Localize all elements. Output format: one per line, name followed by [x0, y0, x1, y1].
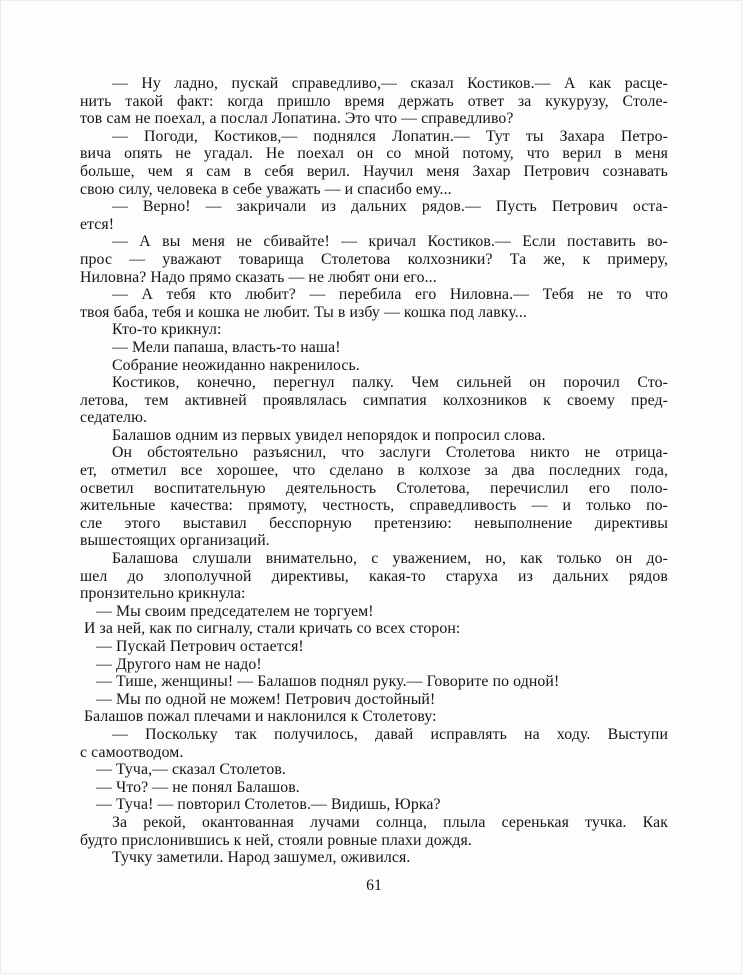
text-line: — Погоди, Костиков,— поднялся Лопатин.— Тут ты Захара Петро- [112, 127, 668, 145]
text-line: Кто-то крикнул: [112, 321, 222, 339]
page-text [80, 75, 668, 867]
text-line: Собрание неожиданно накренилось. [112, 356, 360, 374]
text-line: — Туча! — повторил Столетов.— Видишь, Юрка? [96, 796, 441, 814]
paragraph [80, 849, 668, 867]
paragraph [80, 603, 668, 621]
paragraph [80, 673, 668, 691]
text-line: Он обстоятельно разъяснил, что заслуги Столетова никто не отрица- [112, 444, 668, 462]
text-line: с самоотводом. [80, 743, 184, 761]
text-line: Балашова слушали внимательно, с уважением, но, как только он до- [112, 550, 668, 568]
text-line: вышестоящих организаций. [80, 532, 270, 550]
text-line: — Мели папаша, власть-то наша! [112, 338, 341, 356]
text-line: Ниловна? Надо прямо сказать — не любят они его... [80, 268, 437, 286]
text-line: — Верно! — закричали из дальних рядов.— Пусть Петрович оста- [112, 198, 668, 216]
paragraph [80, 691, 668, 709]
text-line: тов сам не поехал, а послал Лопатина. Это что — справедливо? [80, 110, 514, 128]
paragraph [80, 198, 668, 233]
paragraph [80, 321, 668, 339]
text-line: — Другого нам не надо! [96, 655, 262, 673]
text-line: И за ней, как по сигналу, стали кричать со всех сторон: [84, 620, 461, 638]
text-line: — Мы по одной не можем! Петрович достойный! [96, 690, 436, 708]
paragraph [80, 761, 668, 779]
paragraph [80, 796, 668, 814]
paragraph [80, 75, 668, 128]
paragraph [80, 357, 668, 375]
text-line: — Пускай Петрович остается! [96, 638, 304, 655]
text-line: — Что? — не понял Балашов. [96, 778, 300, 796]
paragraph [80, 779, 668, 797]
text-line: больше, чем я сам в себя верил. Научил меня Захар Петрович сознавать [80, 162, 668, 180]
paragraph [80, 374, 668, 427]
text-line: летова, тем активней проявлялась симпатия колхозников к своему пред- [80, 391, 668, 409]
text-line: — А вы меня не сбивайте! — кричал Костиков.— Если поставить во- [112, 233, 668, 251]
paragraph [80, 128, 668, 198]
text-line: ет, отметил все хорошее, что сделано в колхозе за два последних года, [80, 462, 668, 480]
text-line: — А тебя кто любит? — перебила его Ниловна.— Тебя не то что [112, 286, 668, 304]
paragraph [80, 726, 668, 761]
paragraph [80, 339, 668, 357]
text-line: нить такой факт: когда пришло время держать ответ за кукурузу, Столе- [80, 92, 668, 110]
text-line: Балашов одним из первых увидел непорядок и попросил слова. [112, 426, 546, 444]
text-line: твоя баба, тебя и кошка не любит. Ты в избу — кошка под лавку... [80, 303, 527, 321]
text-line: — Мы своим председателем не торгуем! [96, 602, 374, 620]
page-number: 61 [366, 877, 382, 894]
text-line: будто прислонившись к ней, стояли ровные плахи дождя. [80, 831, 472, 849]
paragraph [80, 814, 668, 849]
text-line: прос — уважают товарища Столетова колхозники? Та же, к примеру, [80, 250, 668, 268]
text-line: Балашов пожал плечами и наклонился к Столетову: [84, 708, 437, 726]
text-line: шел до злополучной директивы, какая-то старуха из дальних рядов [80, 567, 668, 585]
text-line: пронзительно крикнула: [80, 585, 246, 603]
text-line: — Ну ладно, пускай справедливо,— сказал Костиков.— А как расце- [112, 75, 668, 92]
text-line: жительные качества: прямоту, честность, справедливость — и только по- [80, 497, 668, 515]
paragraph [80, 550, 668, 603]
paragraph [80, 656, 668, 674]
text-line: — Поскольку так получилось, давай исправлять на ходу. Выступи [112, 725, 668, 743]
text-line: ется! [80, 215, 115, 233]
paragraph [80, 233, 668, 286]
paragraph [80, 638, 668, 656]
text-line: свою силу, человека в себе уважать — и спасибо ему... [80, 180, 452, 198]
paragraph [80, 286, 668, 321]
text-line: — Тише, женщины! — Балашов поднял руку.— Говорите по одной! [96, 673, 560, 691]
text-line: — Туча,— сказал Столетов. [96, 761, 286, 779]
paragraph [80, 444, 668, 550]
text-line: осветил воспитательную деятельность Столетова, перечислил его поло- [80, 479, 668, 497]
text-line: вича опять не угадал. Не поехал он со мной потому, что верил в меня [80, 145, 668, 163]
text-line: Костиков, конечно, перегнул палку. Чем сильней он порочил Сто- [112, 374, 668, 392]
paragraph [80, 620, 668, 638]
text-line: За рекой, окантованная лучами солнца, плыла серенькая тучка. Как [112, 813, 668, 831]
paragraph [80, 427, 668, 445]
text-line: седателю. [80, 409, 148, 427]
text-line: сле этого выставил бесспорную претензию: невыполнение директивы [80, 514, 668, 532]
paragraph [80, 708, 668, 726]
text-line: Тучку заметили. Народ зашумел, оживился. [112, 849, 411, 867]
